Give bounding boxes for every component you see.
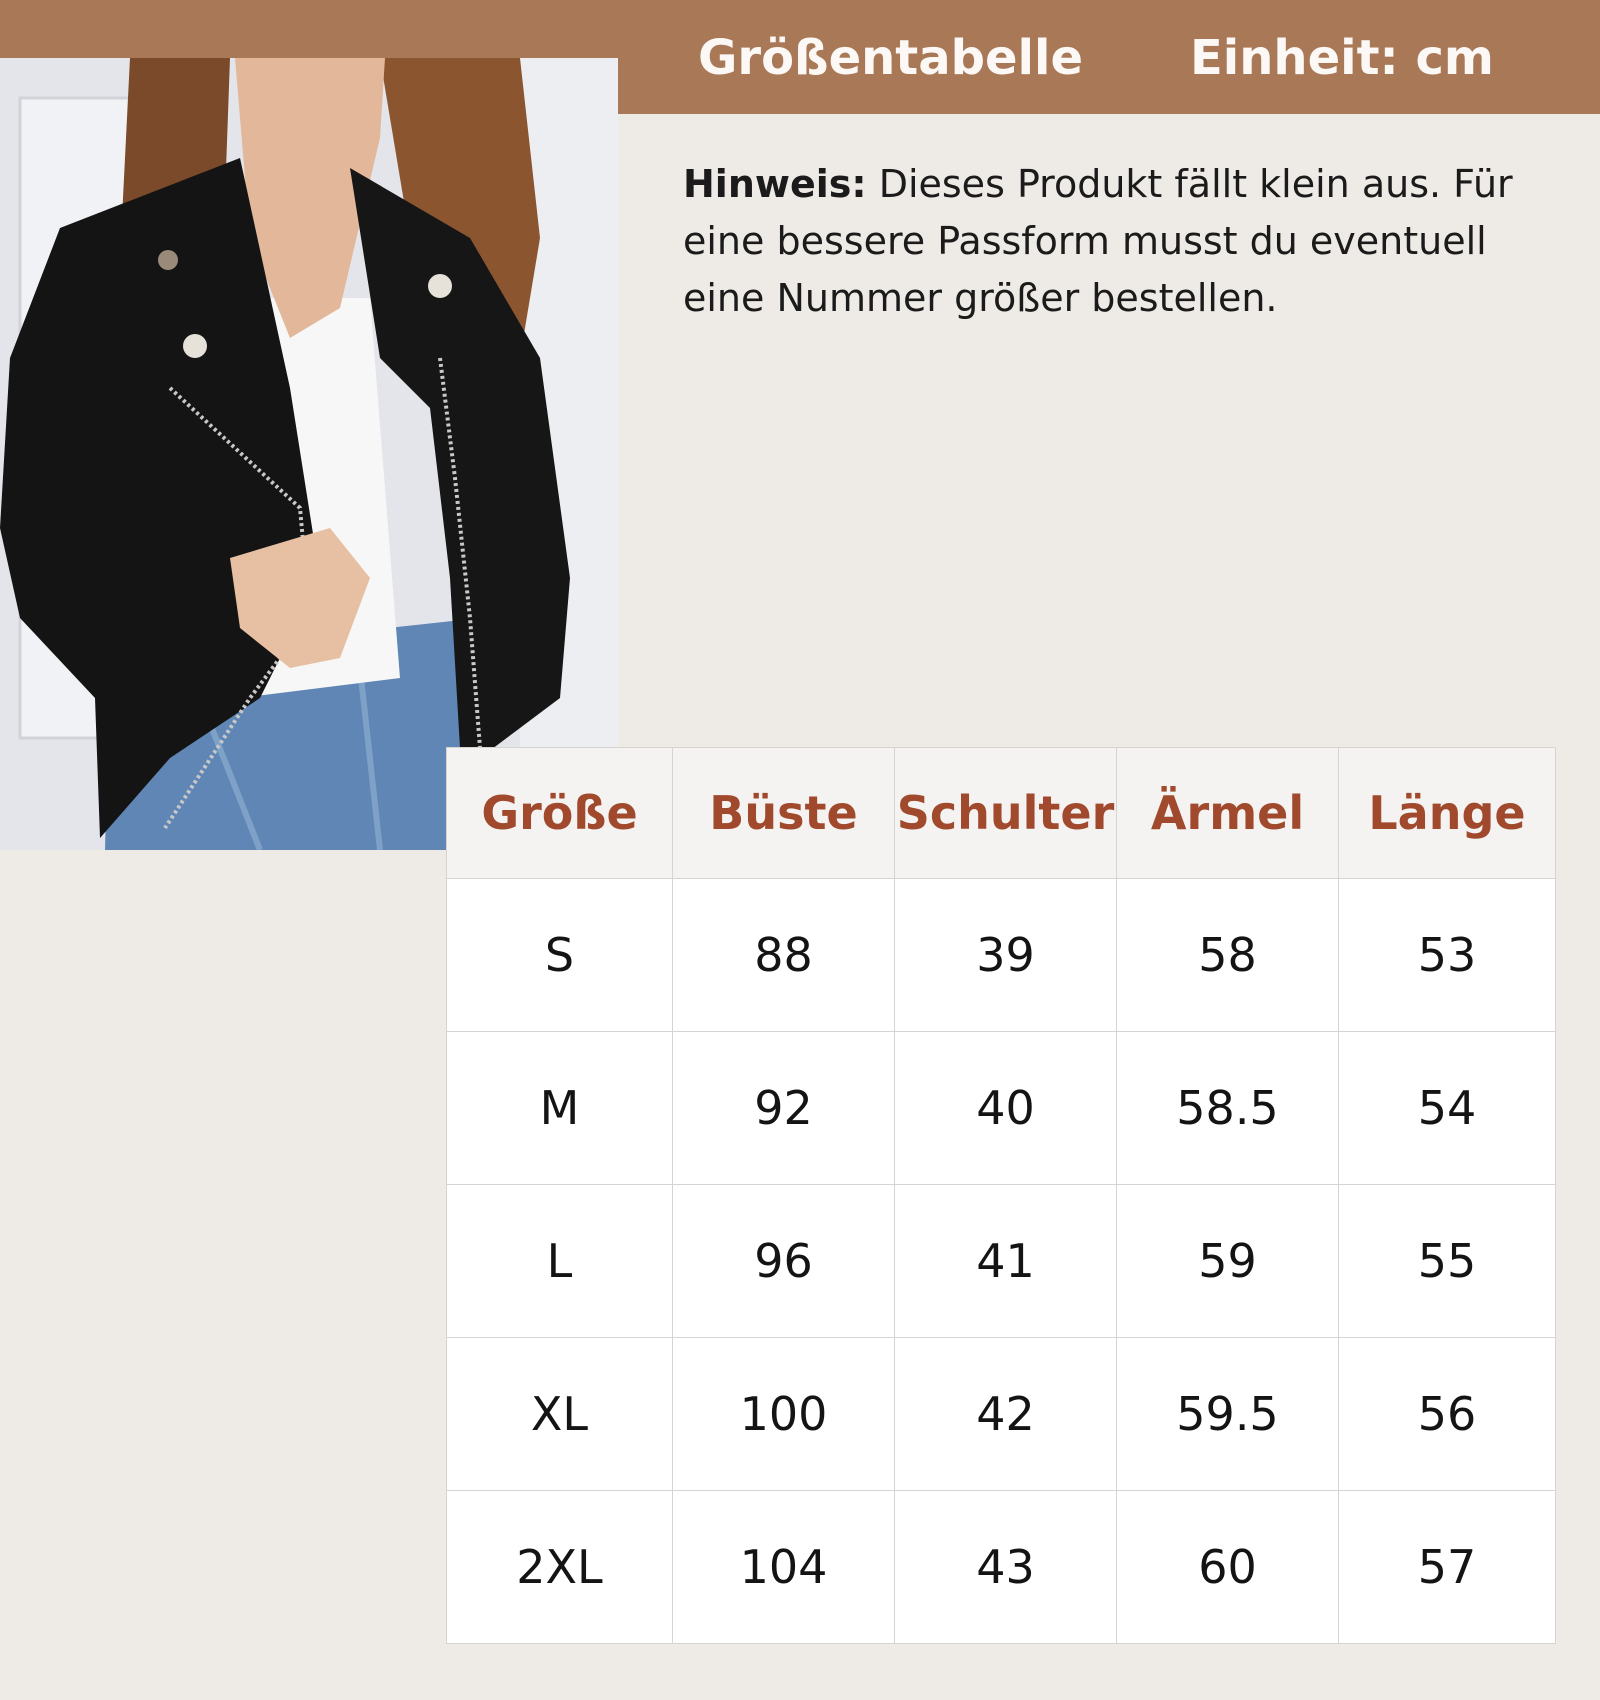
- table-row: [447, 1491, 1556, 1644]
- cell-sleeve: 59.5: [1117, 1338, 1339, 1491]
- cell-shoulder: 40: [895, 1032, 1117, 1185]
- cell-bust: 96: [673, 1185, 895, 1338]
- cell-bust: 100: [673, 1338, 895, 1491]
- product-photo: [0, 58, 618, 850]
- notice-text: Dieses Produkt fällt klein aus. Für eine bessere Passform musst du eventuell eine Nummer größer bestellen.: [683, 162, 1513, 320]
- cell-size: 2XL: [447, 1491, 673, 1644]
- column-header-bust: Büste: [673, 748, 895, 879]
- cell-sleeve: 58.5: [1117, 1032, 1339, 1185]
- fit-notice: [683, 156, 1563, 327]
- cell-sleeve: 59: [1117, 1185, 1339, 1338]
- cell-length: 54: [1339, 1032, 1556, 1185]
- cell-bust: 92: [673, 1032, 895, 1185]
- table-header-row: [447, 748, 1556, 879]
- notice-label: Hinweis:: [683, 162, 867, 206]
- cell-shoulder: 39: [895, 879, 1117, 1032]
- cell-shoulder: 41: [895, 1185, 1117, 1338]
- cell-bust: 104: [673, 1491, 895, 1644]
- cell-size: S: [447, 879, 673, 1032]
- table-row: [447, 1032, 1556, 1185]
- table-row: [447, 879, 1556, 1032]
- column-header-length: Länge: [1339, 748, 1556, 879]
- cell-sleeve: 58: [1117, 879, 1339, 1032]
- cell-sleeve: 60: [1117, 1491, 1339, 1644]
- unit-label: Einheit: cm: [1190, 30, 1494, 86]
- header-bar: [618, 0, 1600, 114]
- cell-length: 55: [1339, 1185, 1556, 1338]
- cell-size: L: [447, 1185, 673, 1338]
- table-row: [447, 1185, 1556, 1338]
- table-row: [447, 1338, 1556, 1491]
- cell-shoulder: 42: [895, 1338, 1117, 1491]
- cell-length: 56: [1339, 1338, 1556, 1491]
- cell-length: 53: [1339, 879, 1556, 1032]
- cell-size: M: [447, 1032, 673, 1185]
- column-header-sleeve: Ärmel: [1117, 748, 1339, 879]
- cell-shoulder: 43: [895, 1491, 1117, 1644]
- cell-bust: 88: [673, 879, 895, 1032]
- size-chart-title: Größentabelle: [698, 30, 1084, 86]
- column-header-size: Größe: [447, 748, 673, 879]
- cell-size: XL: [447, 1338, 673, 1491]
- column-header-shoulder: Schulter: [895, 748, 1117, 879]
- cell-length: 57: [1339, 1491, 1556, 1644]
- size-table: [446, 747, 1556, 1644]
